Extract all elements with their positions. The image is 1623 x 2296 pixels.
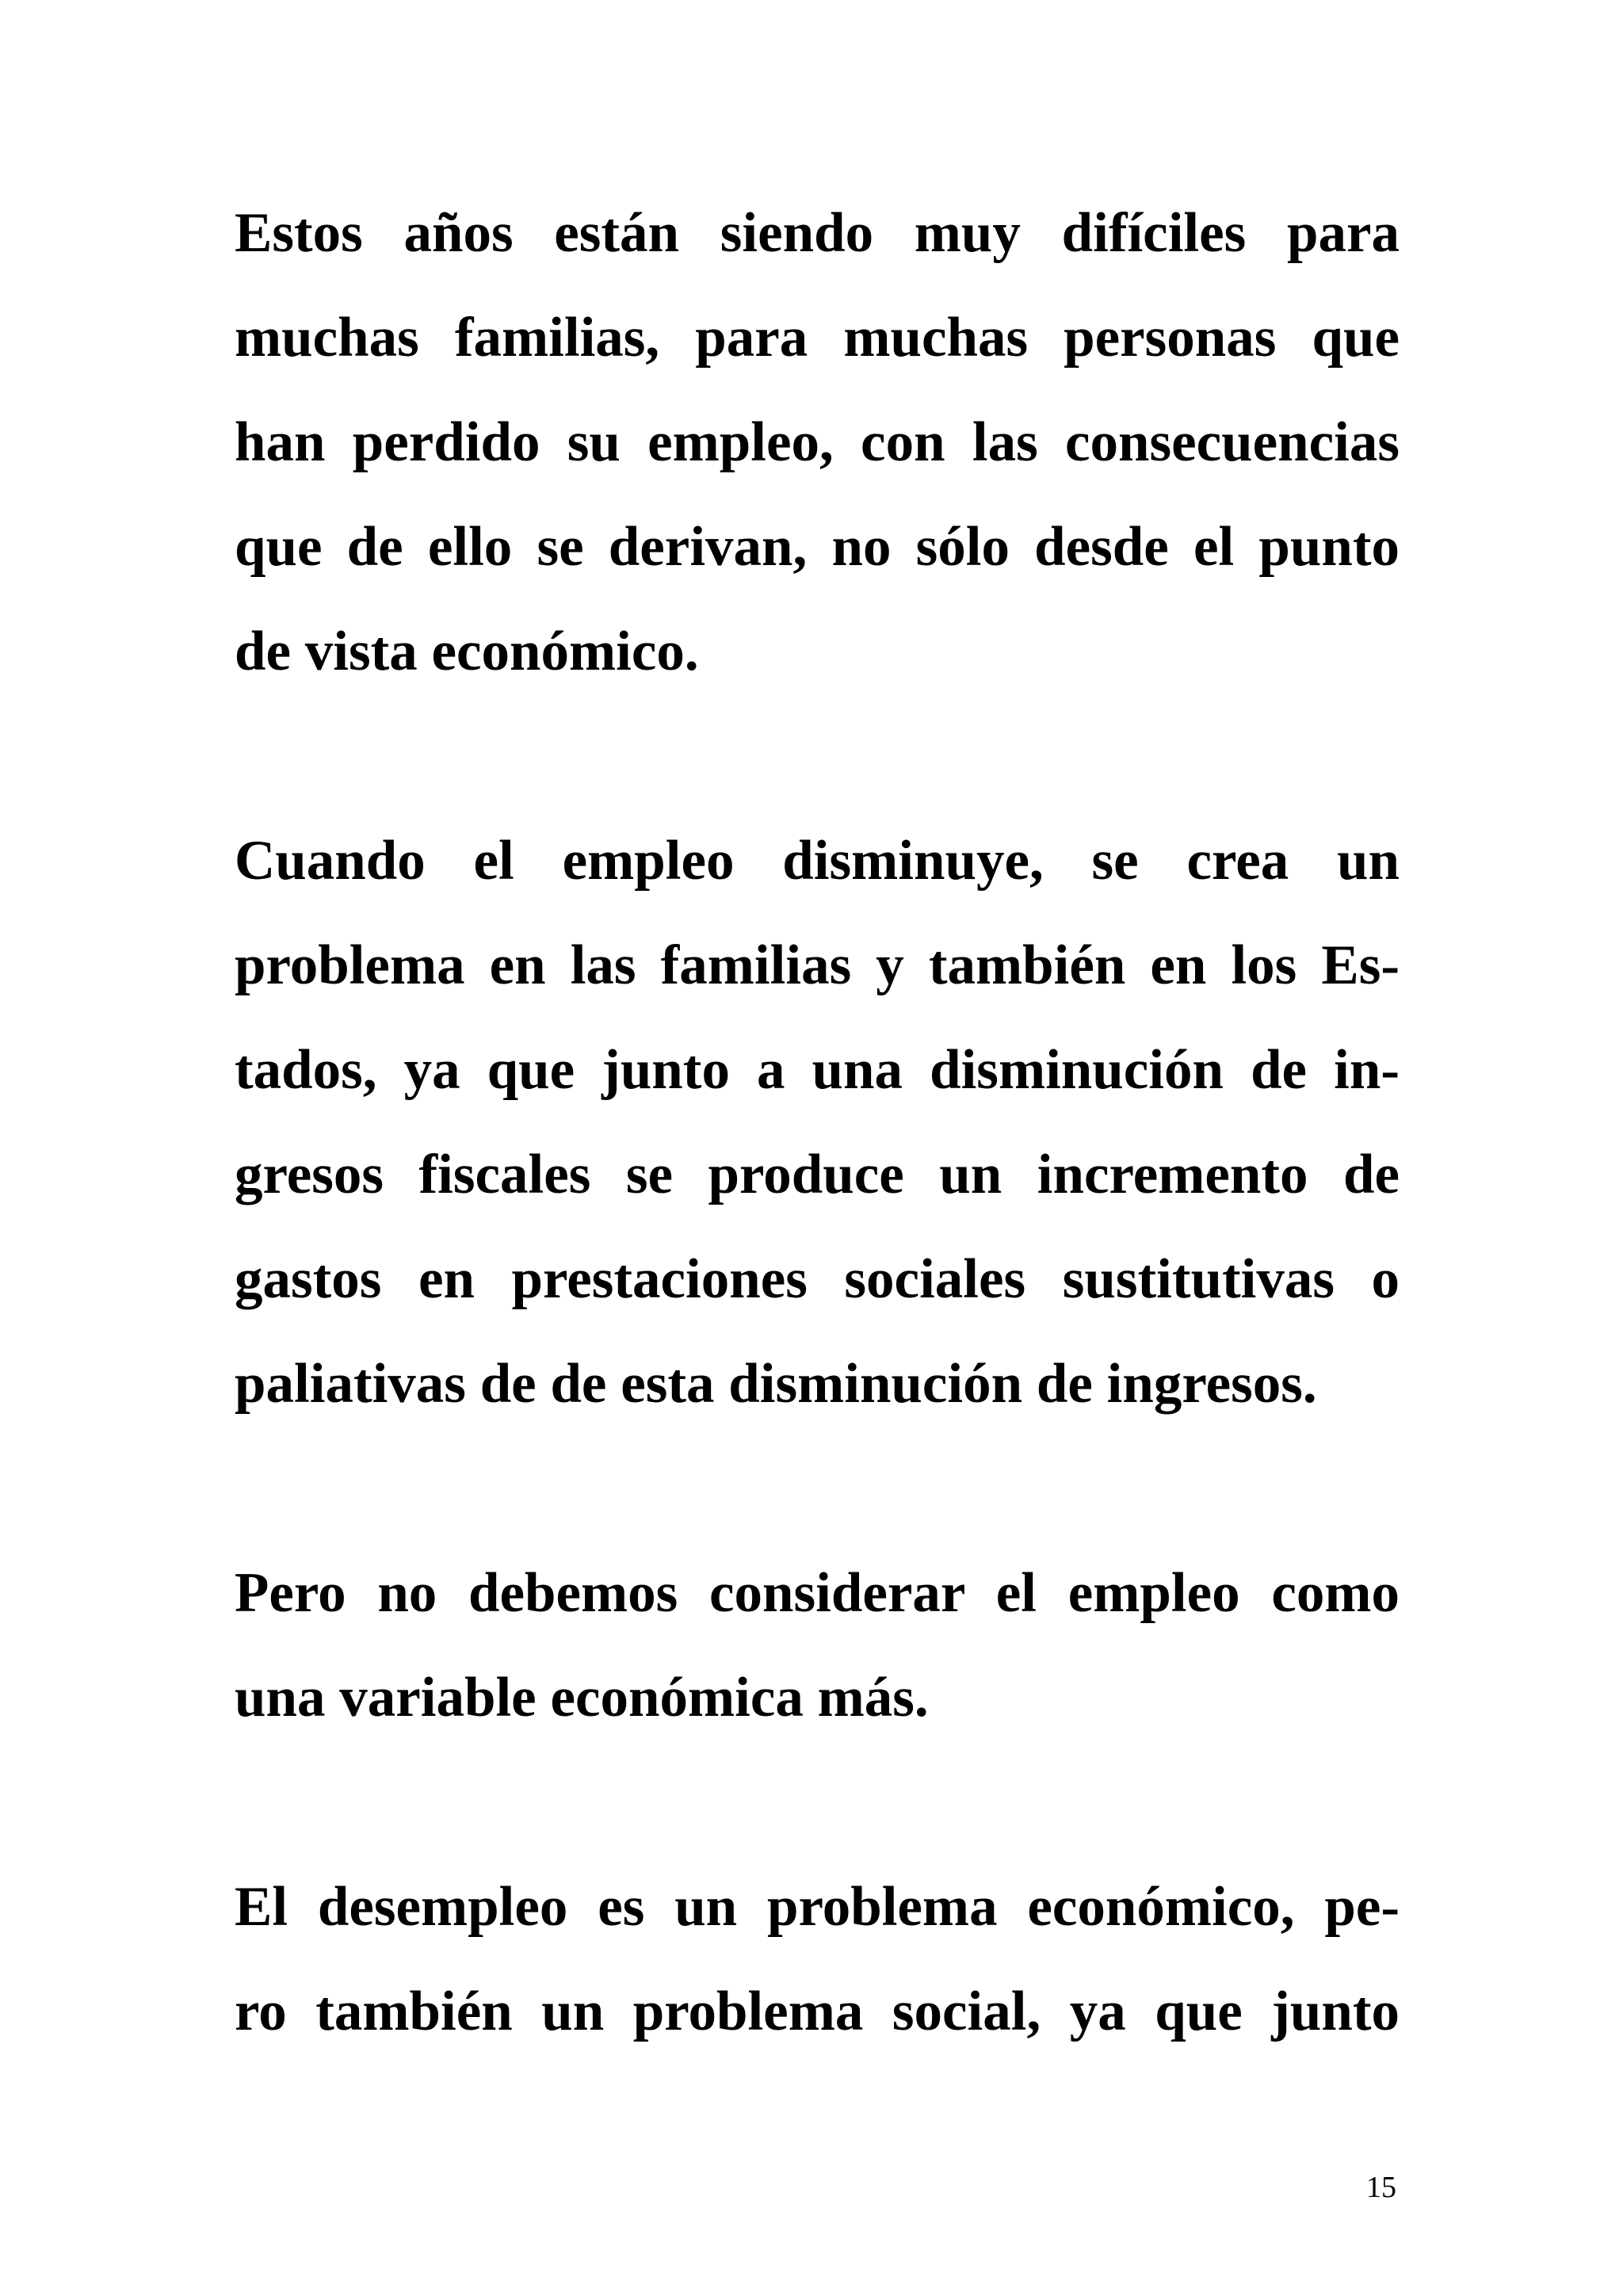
paragraph-gap: [235, 704, 1400, 808]
text-line: Estos años están siendo muy difíciles para: [235, 202, 1400, 264]
text-line: El desempleo es un problema económico, pe-: [235, 1876, 1400, 1938]
text-line: problema en las familias y también en los Es-: [235, 934, 1400, 996]
paragraph-1: [235, 181, 1400, 704]
text-line: Pero no debemos considerar el empleo como: [235, 1562, 1400, 1624]
text-line: gastos en prestaciones sociales sustitutivas o: [235, 1248, 1400, 1310]
text-line: Cuando el empleo disminuye, se crea un: [235, 830, 1400, 892]
paragraph-4: [235, 1855, 1400, 2064]
paragraph-3: [235, 1541, 1400, 1750]
text-line: que de ello se derivan, no sólo desde el punto: [235, 516, 1400, 578]
text-line: ro también un problema social, ya que junto: [235, 1981, 1400, 2042]
document-body: [235, 181, 1400, 2064]
text-line: una variable económica más.: [235, 1667, 929, 1729]
text-line: de vista económico.: [235, 621, 699, 682]
paragraph-2: [235, 808, 1400, 1436]
text-line: muchas familias, para muchas personas que: [235, 307, 1400, 369]
paragraph-gap: [235, 1436, 1400, 1541]
text-line: tados, ya que junto a una disminución de in-: [235, 1039, 1400, 1101]
page-number: 15: [1366, 2171, 1396, 2204]
paragraph-gap: [235, 1750, 1400, 1855]
text-line: gresos fiscales se produce un incremento de: [235, 1144, 1400, 1205]
text-line: han perdido su empleo, con las consecuencias: [235, 411, 1400, 473]
text-line: paliativas de de esta disminución de ingresos.: [235, 1353, 1317, 1415]
